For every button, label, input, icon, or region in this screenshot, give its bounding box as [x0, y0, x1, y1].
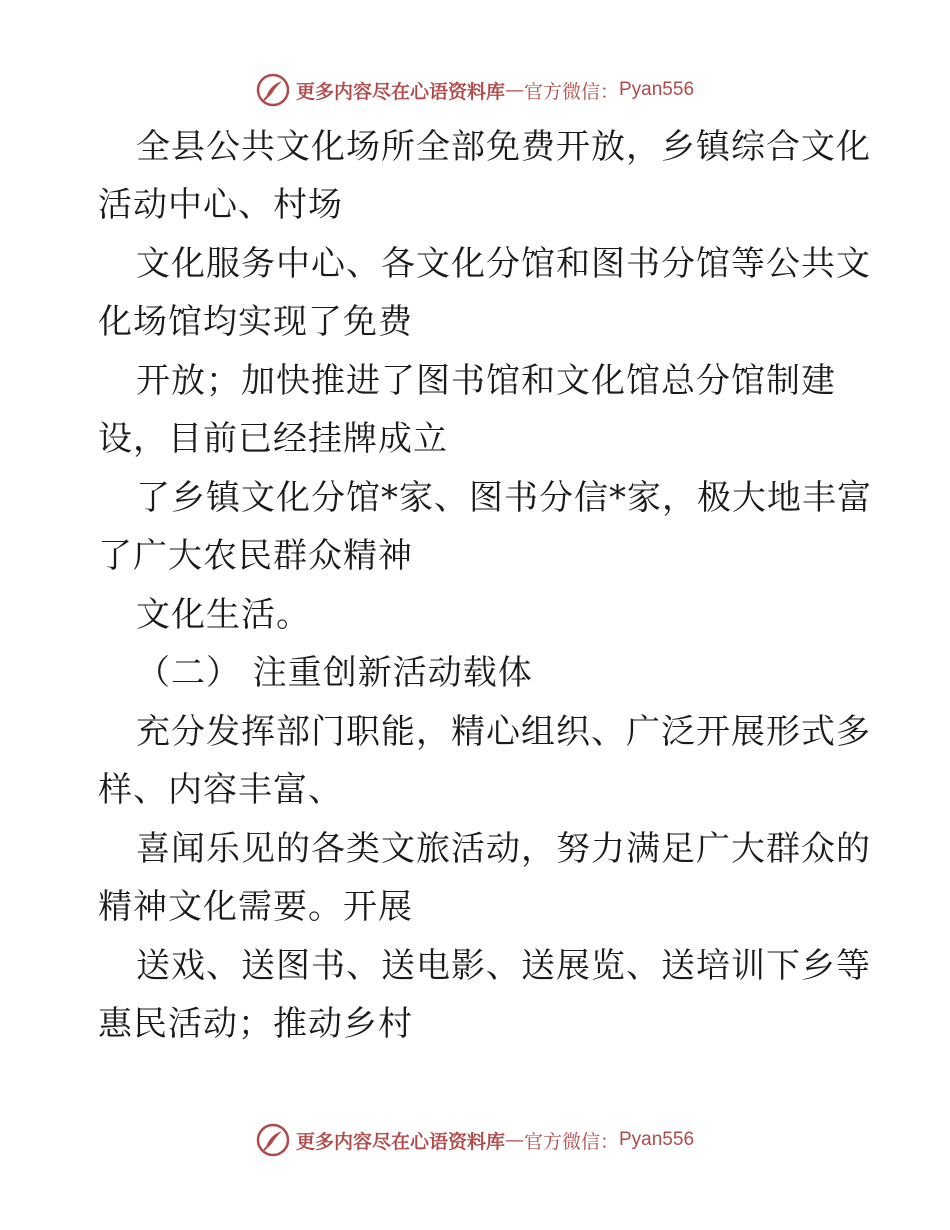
paragraph-line: 全县公共文化场所全部免费开放，乡镇综合文化: [136, 127, 871, 167]
paragraph-line: 了广大农民群众精神: [98, 536, 413, 576]
footer-watermark: [0, 1120, 950, 1160]
paragraph-line: 了乡镇文化分馆*家、图书分信*家，极大地丰富: [136, 478, 872, 518]
watermark-separator: —: [504, 1129, 524, 1151]
watermark-label: 官方微信：: [523, 80, 619, 103]
watermark-label: 官方微信：: [523, 1130, 619, 1153]
paragraph-line: 惠民活动；推动乡村: [98, 1004, 413, 1044]
paragraph-line: 样、内容丰富、: [98, 770, 343, 810]
paragraph-line: 送戏、送图书、送电影、送展览、送培训下乡等: [136, 946, 871, 986]
paragraph-line: 文化生活。: [136, 595, 311, 635]
header-watermark: [0, 70, 950, 110]
quill-logo-icon: [256, 1123, 290, 1157]
paragraph-line: 充分发挥部门职能，精心组织、广泛开展形式多: [136, 712, 871, 752]
section-heading: （二） 注重创新活动载体: [136, 653, 533, 693]
watermark-separator: —: [504, 79, 524, 101]
paragraph-line: 喜闻乐见的各类文旅活动，努力满足广大群众的: [136, 829, 871, 869]
paragraph-line: 化场馆均实现了免费: [98, 302, 413, 342]
watermark-title: 更多内容尽在心语资料库: [295, 1130, 505, 1153]
watermark-wechat-id: Pyan556: [619, 79, 695, 100]
paragraph-line: 精神文化需要。开展: [98, 887, 413, 927]
paragraph-line: 设，目前已经挂牌成立: [98, 419, 448, 459]
watermark-wechat-id: Pyan556: [619, 1129, 695, 1150]
watermark-title: 更多内容尽在心语资料库: [295, 80, 505, 103]
paragraph-line: 活动中心、村场: [98, 185, 343, 225]
paragraph-line: 文化服务中心、各文化分馆和图书分馆等公共文: [136, 244, 871, 284]
quill-logo-icon: [256, 73, 290, 107]
paragraph-line: 开放；加快推进了图书馆和文化馆总分馆制建: [136, 361, 836, 401]
